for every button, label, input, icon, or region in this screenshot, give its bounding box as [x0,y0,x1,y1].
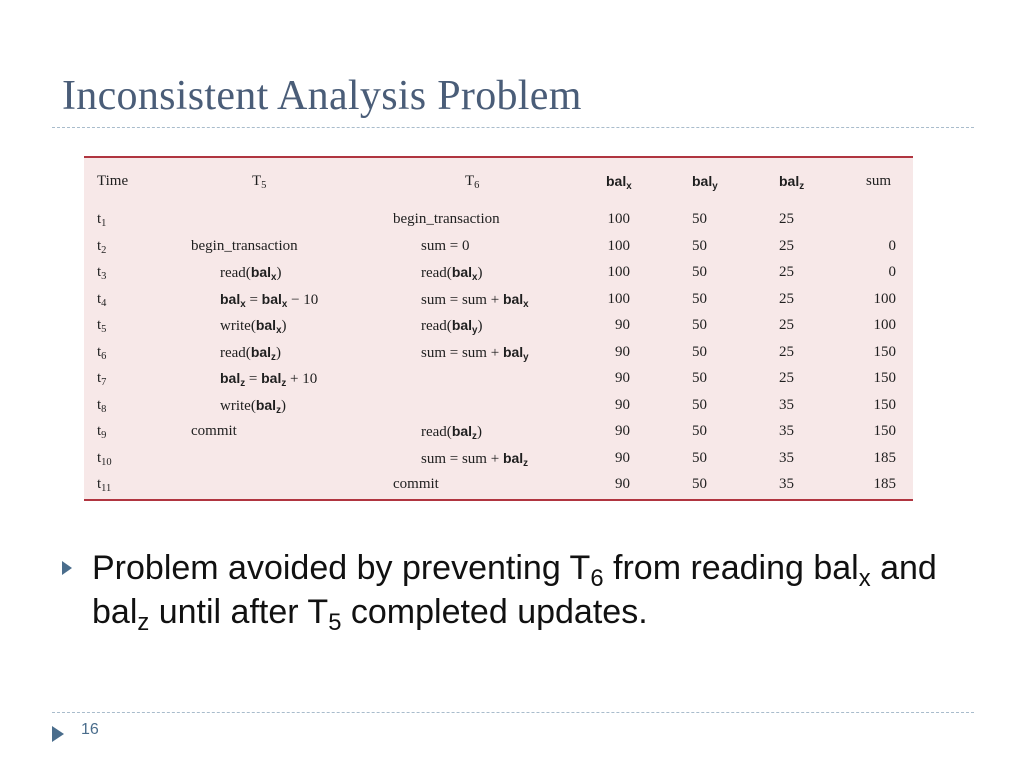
cell-balz: 25 [779,237,794,254]
footer-arrow-icon [52,726,64,742]
cell-time: $t_2$ [97,237,107,256]
cell-balz: 25 [779,343,794,360]
header-baly: bal$_y$ [692,173,718,192]
slide-title: Inconsistent Analysis Problem [62,73,582,119]
cell-time: $t_{10}$ [97,449,112,468]
cell-baly: 50 [692,237,707,254]
cell-balx: 90 [615,449,630,466]
cell-balx: 90 [615,370,630,386]
table-row [84,445,913,471]
table-row [84,365,913,391]
cell-baly: 50 [692,264,707,280]
table-row [84,233,913,259]
cell-balz: 35 [779,449,794,466]
cell-sum: 0 [888,264,896,280]
cell-baly: 50 [692,290,707,307]
cell-time: $t_9$ [97,423,107,442]
cell-balx: 90 [615,423,630,439]
cell-balz: 25 [779,370,794,386]
cell-balx: 100 [607,290,630,307]
cell-baly: 50 [692,211,707,227]
cell-baly: 50 [692,423,707,439]
cell-balx: 100 [607,211,630,227]
table-row [84,392,913,418]
title-divider [52,127,974,128]
cell-t5: read(bal$_x$) [220,264,282,283]
table-row [84,206,913,232]
cell-time: $t_5$ [97,317,107,336]
cell-time: $t_3$ [97,264,107,283]
table-row [84,259,913,285]
cell-baly: 50 [692,343,707,360]
cell-sum: 0 [888,237,896,254]
cell-time: $t_4$ [97,290,107,309]
cell-t6: read(bal$_x$) [421,264,483,283]
cell-t6: read(bal$_y$) [421,317,483,336]
header-time: Time [97,173,129,189]
bullet-arrow-icon [62,561,72,575]
cell-balx: 100 [607,264,630,280]
cell-sum: 150 [873,343,896,360]
table-row [84,286,913,312]
cell-baly: 50 [692,396,707,413]
cell-t6: sum = sum + bal$_x$ [421,290,529,310]
cell-baly: 50 [692,317,707,333]
table-row [84,418,913,444]
header-sum: sum [866,173,892,189]
cell-balx: 90 [615,476,630,492]
cell-sum: 150 [873,423,896,439]
cell-sum: 100 [873,317,896,333]
cell-t5: commit [191,423,237,439]
header-t5: $T_5$ [252,173,267,192]
cell-time: $t_{11}$ [97,476,112,495]
cell-sum: 185 [873,449,896,466]
cell-balx: 90 [615,317,630,333]
cell-t6: sum = 0 [421,237,470,254]
cell-balx: 90 [615,396,630,413]
header-t6: $T_6$ [465,173,480,192]
cell-baly: 50 [692,449,707,466]
cell-baly: 50 [692,476,707,492]
footer-divider [52,712,974,713]
cell-balz: 35 [779,476,794,492]
cell-time: $t_6$ [97,343,107,362]
cell-time: $t_7$ [97,370,107,389]
header-balz: bal$_z$ [779,173,805,192]
table-row [84,312,913,338]
cell-t5: write(bal$_x$) [220,317,287,336]
cell-baly: 50 [692,370,707,386]
cell-balz: 25 [779,290,794,307]
transaction-table [84,156,913,501]
table-header-row [84,168,913,194]
cell-t6: begin_transaction [393,211,500,227]
cell-balx: 90 [615,343,630,360]
table-row [84,471,913,497]
cell-t6: read(bal$_z$) [421,423,482,442]
header-balx: bal$_x$ [606,173,632,192]
cell-balx: 100 [607,237,630,254]
table-row [84,339,913,365]
cell-time: $t_8$ [97,396,107,415]
cell-t6: sum = sum + bal$_y$ [421,343,529,363]
cell-sum: 150 [873,370,896,386]
cell-balz: 25 [779,317,794,333]
cell-balz: 25 [779,211,794,227]
cell-t6: sum = sum + bal$_z$ [421,449,529,469]
cell-balz: 35 [779,396,794,413]
bullet-text: Problem avoided by preventing $T_6$ from reading bal$_x$ and bal$_z$ until after $T_5$ completed updates. [92,549,937,637]
cell-t6: commit [393,476,439,492]
cell-time: $t_1$ [97,211,107,230]
cell-sum: 150 [873,396,896,413]
page-number: 16 [81,721,99,738]
cell-t5: read(bal$_z$) [220,343,281,363]
cell-t5: begin_transaction [191,237,298,254]
cell-balz: 25 [779,264,794,280]
cell-sum: 100 [873,290,896,307]
cell-t5: bal$_z$ = bal$_z$ + 10 [220,370,318,389]
cell-t5: bal$_x$ = bal$_x$ − 10 [220,290,319,310]
cell-sum: 185 [873,476,896,492]
cell-balz: 35 [779,423,794,439]
cell-t5: write(bal$_z$) [220,396,286,416]
